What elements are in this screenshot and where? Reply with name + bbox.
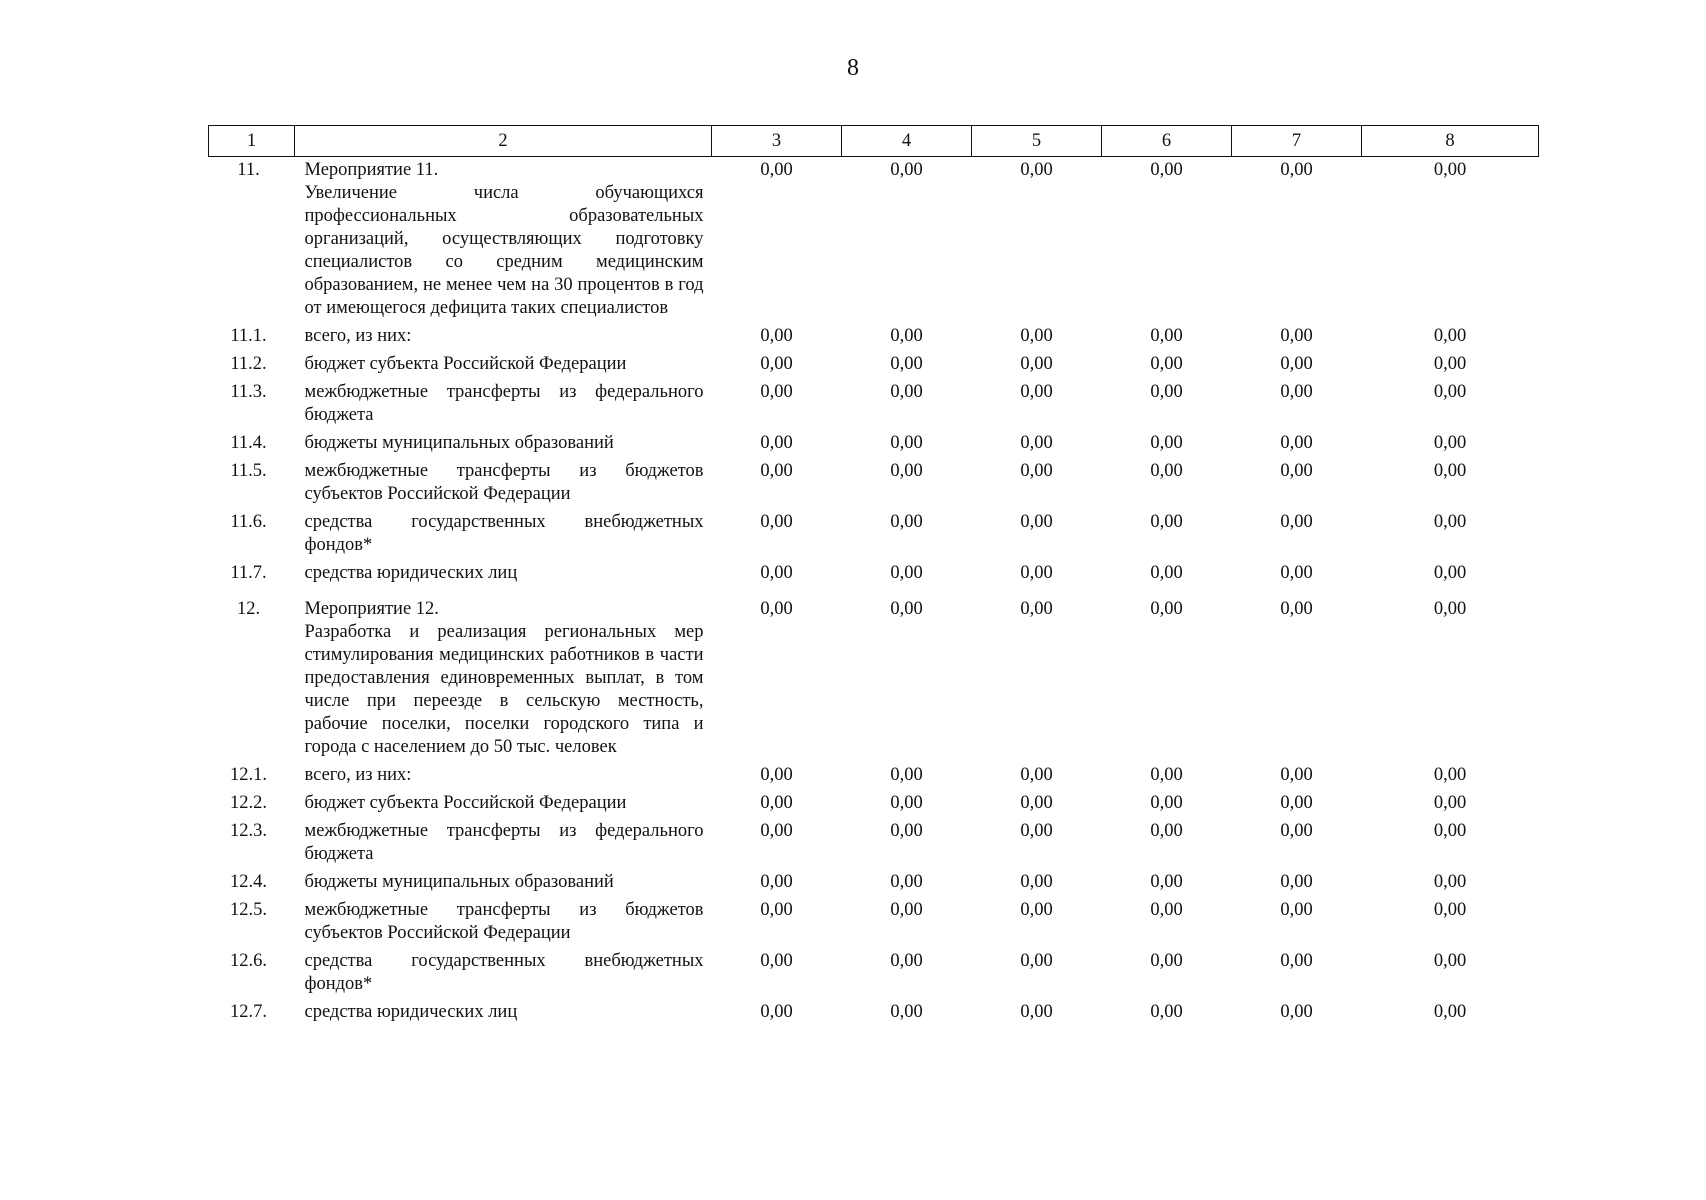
value-cell-col5: 0,00 [1020, 599, 1053, 619]
row-number: 12.2. [230, 793, 267, 813]
value-cell-col8: 0,00 [1433, 821, 1467, 841]
value-cell-col6: 0,00 [1150, 382, 1183, 402]
value-cell-col3: 0,00 [760, 1002, 793, 1022]
table-row [209, 818, 1539, 869]
value-cell-col5: 0,00 [1020, 382, 1053, 402]
row-number: 12.1. [230, 765, 267, 785]
value-cell-col6: 0,00 [1150, 951, 1183, 971]
row-description: межбюджетные трансферты из бюджетов субъектов Российской Федерации [304, 461, 704, 504]
row-description: всего, из них: [304, 326, 412, 346]
row-number: 11.2. [230, 354, 267, 374]
row-description: бюджет субъекта Российской Федерации [304, 354, 627, 374]
table-row [209, 458, 1539, 509]
value-cell-col8: 0,00 [1433, 1002, 1467, 1022]
row-description: межбюджетные трансферты из федерального бюджета [304, 382, 704, 425]
row-number: 11.1. [230, 326, 267, 346]
header-cell: 7 [1232, 126, 1362, 157]
row-number: 11.3. [230, 382, 267, 402]
value-cell-col6: 0,00 [1150, 872, 1183, 892]
row-number: 11.4. [230, 433, 267, 453]
header-cell: 6 [1102, 126, 1232, 157]
value-cell-col7: 0,00 [1280, 900, 1313, 920]
table-row [209, 999, 1539, 1027]
value-cell-col8: 0,00 [1433, 461, 1467, 481]
table-row [209, 509, 1539, 560]
table-row [209, 157, 1539, 324]
budget-table [208, 125, 1539, 1027]
page-number: 8 [847, 55, 859, 81]
value-cell-col5: 0,00 [1020, 821, 1053, 841]
value-cell-col7: 0,00 [1280, 461, 1313, 481]
value-cell-col6: 0,00 [1150, 433, 1183, 453]
value-cell-col6: 0,00 [1150, 160, 1183, 180]
value-cell-col4: 0,00 [890, 872, 923, 892]
row-number: 12.3. [230, 821, 267, 841]
value-cell-col4: 0,00 [890, 1002, 923, 1022]
row-description: Мероприятие 12. Разработка и реализация региональных мер стимулирования медицинских работников в части предоставления единовременных выплат, в том числе при переезде в сельскую местность, рабочие поселки, поселки городского типа и города с населением до 50 тыс. человек [304, 599, 704, 757]
value-cell-col8: 0,00 [1433, 951, 1467, 971]
table-row [209, 351, 1539, 379]
value-cell-col4: 0,00 [890, 160, 923, 180]
value-cell-col5: 0,00 [1020, 160, 1053, 180]
table-row [209, 588, 1539, 762]
value-cell-col4: 0,00 [890, 354, 923, 374]
value-cell-col6: 0,00 [1150, 599, 1183, 619]
value-cell-col7: 0,00 [1280, 512, 1313, 532]
value-cell-col5: 0,00 [1020, 563, 1053, 583]
value-cell-col7: 0,00 [1280, 326, 1313, 346]
value-cell-col8: 0,00 [1433, 433, 1467, 453]
row-description: средства юридических лиц [304, 1002, 518, 1022]
table-row [209, 379, 1539, 430]
value-cell-col7: 0,00 [1280, 765, 1313, 785]
row-number: 12.5. [230, 900, 267, 920]
value-cell-col7: 0,00 [1280, 821, 1313, 841]
table-row [209, 430, 1539, 458]
row-number: 12.6. [230, 951, 267, 971]
value-cell-col7: 0,00 [1280, 951, 1313, 971]
value-cell-col4: 0,00 [890, 461, 923, 481]
value-cell-col6: 0,00 [1150, 512, 1183, 532]
value-cell-col5: 0,00 [1020, 433, 1053, 453]
row-number: 11.6. [230, 512, 267, 532]
value-cell-col8: 0,00 [1433, 354, 1467, 374]
row-description: средства юридических лиц [304, 563, 518, 583]
table-row [209, 560, 1539, 588]
row-number: 12. [236, 599, 261, 619]
row-description: всего, из них: [304, 765, 412, 785]
row-number: 11.5. [230, 461, 267, 481]
header-cell: 3 [712, 126, 842, 157]
value-cell-col6: 0,00 [1150, 1002, 1183, 1022]
row-description: бюджет субъекта Российской Федерации [304, 793, 627, 813]
value-cell-col3: 0,00 [760, 599, 793, 619]
table-row [209, 323, 1539, 351]
value-cell-col5: 0,00 [1020, 461, 1053, 481]
value-cell-col3: 0,00 [760, 900, 793, 920]
value-cell-col4: 0,00 [890, 563, 923, 583]
value-cell-col4: 0,00 [890, 793, 923, 813]
header-cell: 2 [295, 126, 712, 157]
value-cell-col8: 0,00 [1433, 563, 1467, 583]
value-cell-col8: 0,00 [1433, 900, 1467, 920]
value-cell-col3: 0,00 [760, 821, 793, 841]
header-cell: 8 [1362, 126, 1539, 157]
value-cell-col5: 0,00 [1020, 951, 1053, 971]
value-cell-col3: 0,00 [760, 326, 793, 346]
value-cell-col4: 0,00 [890, 512, 923, 532]
value-cell-col6: 0,00 [1150, 900, 1183, 920]
value-cell-col4: 0,00 [890, 433, 923, 453]
value-cell-col6: 0,00 [1150, 765, 1183, 785]
value-cell-col8: 0,00 [1433, 160, 1467, 180]
value-cell-col6: 0,00 [1150, 821, 1183, 841]
table-row [209, 869, 1539, 897]
header-cell: 1 [209, 126, 295, 157]
value-cell-col3: 0,00 [760, 951, 793, 971]
value-cell-col7: 0,00 [1280, 382, 1313, 402]
row-description: средства государственных внебюджетных фондов* [304, 512, 704, 555]
header-cell: 4 [842, 126, 972, 157]
value-cell-col8: 0,00 [1433, 872, 1467, 892]
value-cell-col5: 0,00 [1020, 872, 1053, 892]
value-cell-col3: 0,00 [760, 512, 793, 532]
value-cell-col8: 0,00 [1433, 382, 1467, 402]
row-description: Мероприятие 11. Увеличение числа обучающихся профессиональных образовательных организаций, осуществляющих подготовку специалистов со средним медицинским образованием, не менее чем на 30 процентов в год от имеющегося дефицита таких специалистов [304, 160, 704, 318]
row-description: бюджеты муниципальных образований [304, 872, 614, 892]
row-number: 11. [237, 160, 260, 180]
value-cell-col5: 0,00 [1020, 326, 1053, 346]
table-body [209, 157, 1539, 1028]
row-description: межбюджетные трансферты из бюджетов субъектов Российской Федерации [304, 900, 704, 943]
value-cell-col7: 0,00 [1280, 160, 1313, 180]
value-cell-col8: 0,00 [1433, 326, 1467, 346]
table-row [209, 762, 1539, 790]
value-cell-col7: 0,00 [1280, 433, 1313, 453]
value-cell-col7: 0,00 [1280, 872, 1313, 892]
value-cell-col5: 0,00 [1020, 354, 1053, 374]
value-cell-col6: 0,00 [1150, 326, 1183, 346]
value-cell-col3: 0,00 [760, 354, 793, 374]
table-row [209, 790, 1539, 818]
value-cell-col4: 0,00 [890, 765, 923, 785]
value-cell-col3: 0,00 [760, 793, 793, 813]
row-number: 12.4. [230, 872, 267, 892]
value-cell-col5: 0,00 [1020, 1002, 1053, 1022]
value-cell-col4: 0,00 [890, 821, 923, 841]
value-cell-col4: 0,00 [890, 951, 923, 971]
value-cell-col3: 0,00 [760, 433, 793, 453]
value-cell-col8: 0,00 [1433, 793, 1467, 813]
value-cell-col6: 0,00 [1150, 563, 1183, 583]
value-cell-col5: 0,00 [1020, 793, 1053, 813]
row-number: 12.7. [230, 1002, 267, 1022]
value-cell-col8: 0,00 [1433, 765, 1467, 785]
value-cell-col7: 0,00 [1280, 599, 1313, 619]
value-cell-col7: 0,00 [1280, 793, 1313, 813]
value-cell-col4: 0,00 [890, 599, 923, 619]
value-cell-col3: 0,00 [760, 461, 793, 481]
value-cell-col8: 0,00 [1433, 512, 1467, 532]
value-cell-col5: 0,00 [1020, 765, 1053, 785]
value-cell-col7: 0,00 [1280, 563, 1313, 583]
row-description: бюджеты муниципальных образований [304, 433, 614, 453]
value-cell-col6: 0,00 [1150, 793, 1183, 813]
value-cell-col5: 0,00 [1020, 512, 1053, 532]
value-cell-col3: 0,00 [760, 160, 793, 180]
value-cell-col5: 0,00 [1020, 900, 1053, 920]
value-cell-col6: 0,00 [1150, 461, 1183, 481]
row-description: межбюджетные трансферты из федерального бюджета [304, 821, 704, 864]
row-number: 11.7. [230, 563, 267, 583]
value-cell-col4: 0,00 [890, 382, 923, 402]
value-cell-col3: 0,00 [760, 765, 793, 785]
header-cell: 5 [972, 126, 1102, 157]
value-cell-col3: 0,00 [760, 382, 793, 402]
value-cell-col3: 0,00 [760, 872, 793, 892]
value-cell-col7: 0,00 [1280, 354, 1313, 374]
value-cell-col4: 0,00 [890, 326, 923, 346]
value-cell-col4: 0,00 [890, 900, 923, 920]
value-cell-col8: 0,00 [1433, 599, 1467, 619]
table-row [209, 897, 1539, 948]
table-row [209, 948, 1539, 999]
row-description: средства государственных внебюджетных фондов* [304, 951, 704, 994]
value-cell-col6: 0,00 [1150, 354, 1183, 374]
value-cell-col7: 0,00 [1280, 1002, 1313, 1022]
header-row [209, 126, 1539, 157]
value-cell-col3: 0,00 [760, 563, 793, 583]
